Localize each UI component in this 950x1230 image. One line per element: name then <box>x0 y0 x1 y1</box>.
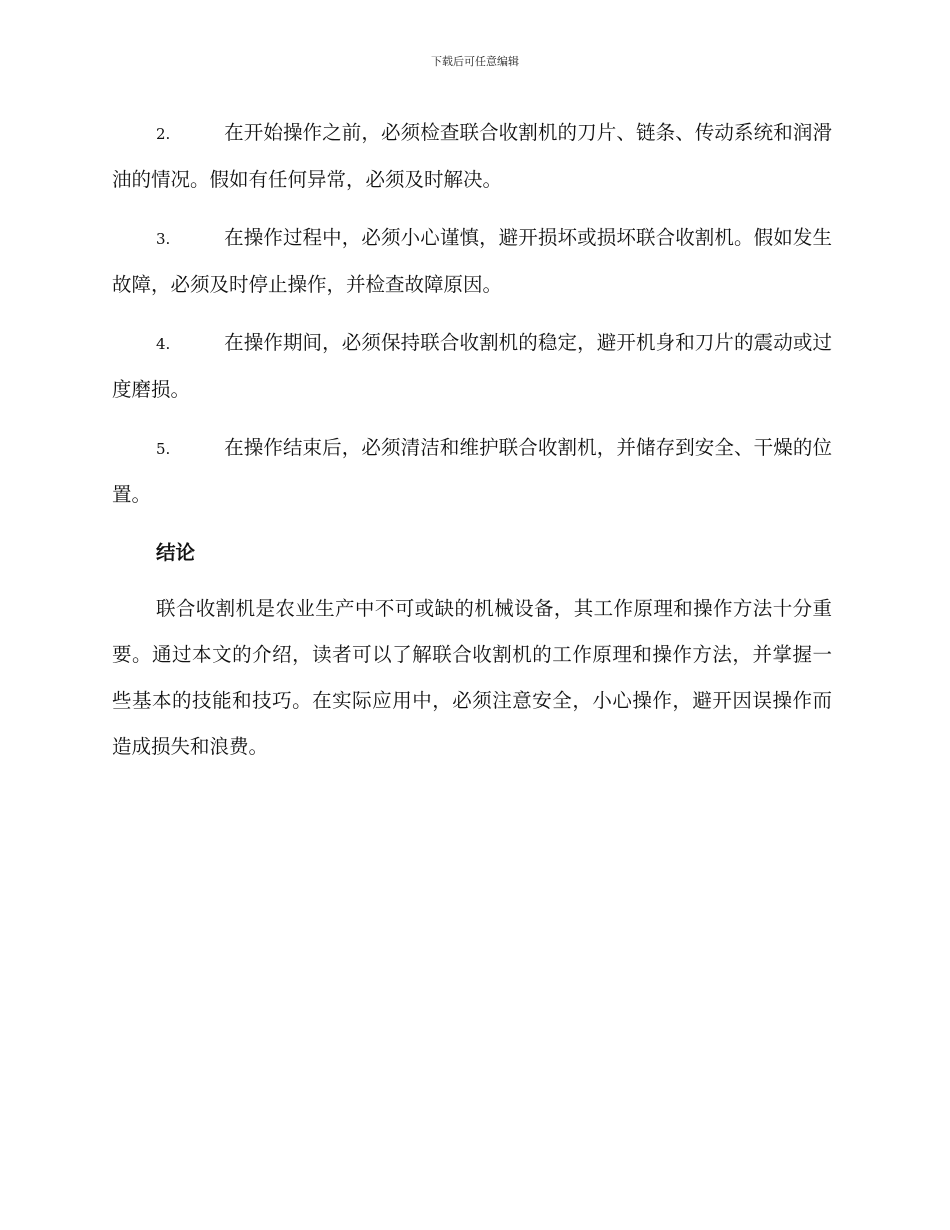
list-item <box>112 110 832 203</box>
list-item-text-block <box>112 110 832 203</box>
list-item-number: 4. <box>156 335 171 353</box>
conclusion-paragraph: 联合收割机是农业生产中不可或缺的机械设备，其工作原理和操作方法十分重要。通过本文的介绍，读者可以了解联合收割机的工作原理和操作方法，并掌握一些基本的技能和技巧。在实际应用中，必须注意安全，小心操作，避开因误操作而造成损失和浪费。 <box>112 597 832 758</box>
list-item-text: 在操作期间，必须保持联合收割机的稳定，避开机身和刀片的震动或过度磨损。 <box>112 331 832 401</box>
list-item-number: 2. <box>156 125 171 143</box>
section-heading-conclusion: 结论 <box>156 541 196 564</box>
list-item-number: 5. <box>156 440 171 458</box>
list-item <box>112 215 832 308</box>
list-item-text: 在操作过程中，必须小心谨慎，避开损坏或损坏联合收割机。假如发生故障，必须及时停止操作，并检查故障原因。 <box>112 226 832 296</box>
list-item-text-block <box>112 425 832 518</box>
list-item-text-block <box>112 320 832 413</box>
list-item-text: 在开始操作之前，必须检查联合收割机的刀片、链条、传动系统和润滑油的情况。假如有任何异常，必须及时解决。 <box>112 121 832 191</box>
page-header: 下载后可任意编辑 <box>431 55 519 68</box>
list-item <box>112 320 832 413</box>
list-item-text: 在操作结束后，必须清洁和维护联合收割机，并储存到安全、干燥的位置。 <box>112 436 832 506</box>
list-item <box>112 425 832 518</box>
list-item-text-block <box>112 215 832 308</box>
list-item-number: 3. <box>156 230 171 248</box>
document-body <box>112 110 832 770</box>
